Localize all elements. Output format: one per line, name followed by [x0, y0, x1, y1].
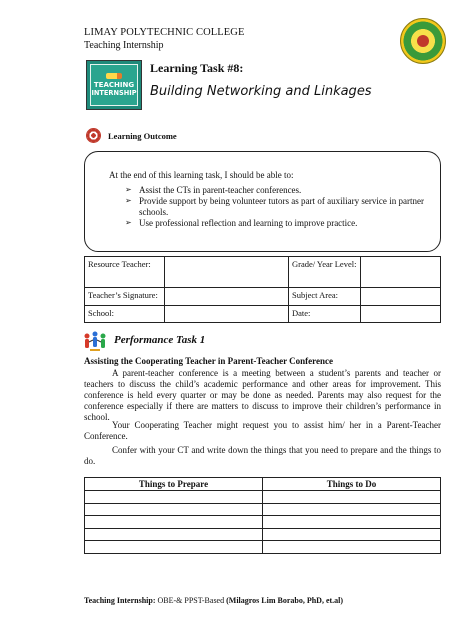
- things-to-prepare-header: Things to Prepare: [85, 478, 263, 491]
- grade-year-field[interactable]: [361, 257, 441, 288]
- paragraph-2: [84, 420, 441, 442]
- program-name: Teaching Internship: [84, 40, 164, 51]
- paragraph-1-text: A parent-teacher conference is a meeting between a student’s parents and teacher or teachers to discuss the child’s academic performance and other areas for improvement. This conference is held every quarter or may be done as needed. Parents may also request for the conference especially if there are matters to discuss to improve their children’s performance in school.: [84, 368, 441, 422]
- paragraph-1: [84, 368, 441, 423]
- school-label: School:: [85, 306, 165, 323]
- prepare-cell[interactable]: [85, 528, 263, 541]
- footer-basis: OBE-& PPST-Based: [155, 596, 227, 605]
- logo-line-1: TEACHING: [93, 81, 135, 90]
- date-field[interactable]: [361, 306, 441, 323]
- outcome-item: ➢ Assist the CTs in parent-teacher conferences.: [125, 185, 424, 196]
- outcome-item: ➢ Provide support by being volunteer tutors as part of auxiliary service in partner schools.: [125, 196, 424, 218]
- pencil-icon: [106, 73, 122, 79]
- page-footer: [84, 596, 343, 605]
- signature-field[interactable]: [165, 288, 289, 306]
- college-seal-icon: [400, 18, 446, 64]
- target-icon: [86, 128, 101, 143]
- grade-year-label: Grade/ Year Level:: [289, 257, 361, 288]
- table-row: [85, 491, 441, 504]
- task-title: Building Networking and Linkages: [150, 84, 372, 99]
- table-row: [85, 541, 441, 554]
- task-number: Learning Task #8:: [150, 61, 244, 75]
- things-table: [84, 477, 441, 554]
- prepare-cell[interactable]: [85, 491, 263, 504]
- prepare-cell[interactable]: [85, 541, 263, 554]
- performance-task-title: Performance Task 1: [114, 334, 206, 346]
- outcome-intro: At the end of this learning task, I should be able to:: [109, 170, 294, 180]
- paragraph-3: [84, 445, 441, 467]
- signature-label: Teacher’s Signature:: [85, 288, 165, 306]
- outcome-item: ➢ Use professional reflection and learning to improve practice.: [125, 218, 424, 229]
- teaching-internship-logo: [86, 60, 142, 110]
- date-label: Date:: [289, 306, 361, 323]
- todo-cell[interactable]: [263, 541, 441, 554]
- subject-area-label: Subject Area:: [289, 288, 361, 306]
- todo-cell[interactable]: [263, 491, 441, 504]
- learning-outcome-box: [84, 151, 441, 252]
- table-row: [85, 503, 441, 516]
- learning-outcome-label: Learning Outcome: [108, 131, 177, 141]
- outcome-list: [109, 185, 424, 229]
- footer-authors: (Milagros Lim Borabo, PhD, et.al): [226, 596, 344, 605]
- todo-cell[interactable]: [263, 516, 441, 529]
- school-field[interactable]: [165, 306, 289, 323]
- performance-task-heading: Assisting the Cooperating Teacher in Parent-Teacher Conference: [84, 356, 333, 366]
- resource-teacher-field[interactable]: [165, 257, 289, 288]
- todo-cell[interactable]: [263, 528, 441, 541]
- paragraph-2-text: Your Cooperating Teacher might request you to assist him/ her in a Parent-Teacher Conference.: [84, 420, 441, 441]
- todo-cell[interactable]: [263, 503, 441, 516]
- people-icon: [82, 330, 108, 354]
- resource-teacher-label: Resource Teacher:: [85, 257, 165, 288]
- table-row: [85, 528, 441, 541]
- prepare-cell[interactable]: [85, 503, 263, 516]
- logo-line-2: INTERNSHIP: [91, 88, 137, 97]
- college-name: LIMAY POLYTECHNIC COLLEGE: [84, 27, 245, 38]
- info-table: [84, 256, 441, 323]
- paragraph-3-text: Confer with your CT and write down the things that you need to prepare and the things to do.: [84, 445, 441, 466]
- table-row: [85, 516, 441, 529]
- things-to-do-header: Things to Do: [263, 478, 441, 491]
- prepare-cell[interactable]: [85, 516, 263, 529]
- subject-area-field[interactable]: [361, 288, 441, 306]
- footer-label: Teaching Internship:: [84, 596, 156, 605]
